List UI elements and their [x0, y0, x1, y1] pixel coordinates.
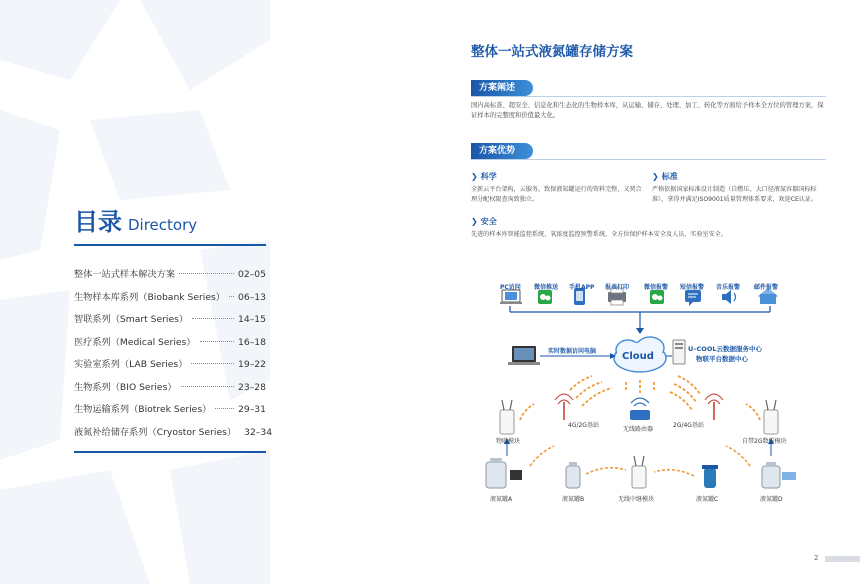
advantage-title-safety: ❯ 安全: [471, 216, 497, 227]
solution-title: 整体一站式液氮罐存储方案: [471, 44, 633, 60]
toc-leader: [200, 341, 235, 342]
advantage-text-safety: 先进的样本库智能监控系统、氧浓度监控预警系统、全方位保护样本安全及人员、实验室安全。: [471, 231, 727, 238]
toc-divider-bottom: [74, 451, 266, 453]
overview-heading: 方案阐述: [471, 80, 533, 96]
toc-item-label: 液氮补给储存系列（Cryostor Series）: [74, 426, 237, 438]
relay-module-icon: [632, 456, 646, 488]
up-arrows: [504, 438, 774, 456]
toc-item[interactable]: [74, 424, 273, 447]
laptop-icon: [508, 346, 540, 365]
toc-item-page: 29–31: [238, 404, 266, 415]
bs-left-label: 4G/2G基站: [568, 422, 599, 429]
toc-item[interactable]: [74, 266, 266, 289]
base-station-right-icon: [705, 394, 723, 420]
iot-module-icon: [500, 400, 514, 434]
toc-item-page: 32–34: [244, 426, 273, 438]
cloud-label: Cloud: [622, 351, 654, 362]
page-number: 2: [814, 554, 819, 562]
advantage-text-science: 全新云平台架构，云服务，致保液氮罐运行的资料完整，又契合理分配权限查询致独立。: [471, 186, 642, 203]
toc-leader: [179, 273, 234, 274]
channel-sound-alarm: 音乐报警: [716, 284, 741, 291]
advantages-heading: 方案优势: [471, 143, 533, 159]
toc-item[interactable]: [74, 401, 266, 424]
router-icon: [630, 398, 650, 420]
system-diagram: [470, 270, 826, 520]
toc-item-label: 生物样本库系列（Biobank Series）: [74, 291, 225, 303]
tank-d-label: 液氮罐D: [760, 496, 783, 503]
iot-module-label: 物联模块: [496, 438, 521, 445]
wechat-push-icon: [538, 290, 552, 304]
toc-title-en: Directory: [128, 216, 198, 234]
toc-title-cn: 目录: [74, 208, 122, 236]
channel-email-alarm: 邮件报警: [754, 284, 779, 291]
channel-pc: PC访问: [500, 284, 521, 291]
toc-item[interactable]: [74, 289, 266, 312]
pc-access-icon: [500, 290, 522, 304]
router-label: 无线路由器: [623, 426, 654, 433]
channel-bracket: [510, 306, 770, 330]
iot-data-center-label: 物联平台数据中心: [696, 355, 748, 363]
sound-alarm-icon: [722, 290, 736, 304]
toc-leader: [181, 386, 234, 387]
channel-sms-alarm: 短信报警: [680, 284, 705, 291]
tank-d-icon: [762, 462, 796, 488]
toc-item-label: 整体一站式样本解决方案: [74, 269, 176, 280]
toc-item-page: 23–28: [238, 381, 266, 393]
tank-b-label: 液氮罐B: [562, 496, 585, 503]
advantage-title-science: ❯ 科学: [471, 171, 497, 182]
channel-mobile-app: 手机APP: [569, 284, 595, 291]
toc-item[interactable]: [74, 379, 266, 402]
toc-item-page: 19–22: [238, 359, 266, 370]
builtin-module-label: 自带2G数传模块: [742, 438, 787, 445]
toc-item[interactable]: [74, 311, 266, 334]
toc-item-label: 生物系列（BIO Series）: [74, 381, 177, 393]
toc-item-label: 实验室系列（LAB Series）: [74, 359, 188, 370]
advantage-title-standard: ❯ 标准: [652, 171, 678, 182]
toc-title: [74, 202, 197, 237]
tank-b-icon: [566, 462, 580, 488]
diagram-graphics: [470, 270, 826, 520]
channel-wechat-alarm: 微信报警: [644, 284, 669, 291]
toc-item-page: 14–15: [238, 314, 266, 325]
overview-text: 国内高标准、超安全、信息化和生态化的生物样本库，从运输、储存、处理、加工、转化等方面给予样本全方位的管理方案，保证样本的完整度和价值最大化。: [471, 102, 824, 119]
arrow-down-icon: [636, 328, 644, 334]
page-number-bar: [825, 556, 860, 562]
toc-item-label: 生物运输系列（Biotrek Series）: [74, 404, 212, 415]
tank-a-label: 液氮罐A: [490, 496, 513, 503]
service-center-label: U–COOL云数据服务中心: [688, 345, 762, 353]
base-station-left-icon: [555, 394, 573, 420]
toc-item-page: 06–13: [238, 291, 266, 303]
server-icon: [673, 340, 685, 364]
channel-report-print: 报表打印: [605, 284, 630, 291]
toc-leader: [192, 318, 234, 319]
toc-item[interactable]: [74, 356, 266, 379]
tank-c-label: 液氮罐C: [696, 496, 719, 503]
wechat-alarm-icon: [650, 290, 664, 304]
toc-item[interactable]: [74, 334, 266, 357]
realtime-pc-label: 实时数据访问电脑: [548, 348, 597, 355]
toc-list: [74, 266, 273, 446]
advantages-rule: [471, 159, 826, 160]
toc-item-label: 智联系列（Smart Series）: [74, 314, 189, 325]
builtin-module-icon: [764, 400, 778, 434]
toc-divider-top: [74, 244, 266, 246]
toc-leader: [191, 363, 234, 364]
tank-a-icon: [486, 458, 522, 488]
toc-leader: [215, 408, 234, 409]
channel-wechat-push: 微信推送: [534, 284, 559, 291]
bs-right-label: 2G/4G基站: [673, 422, 704, 429]
tank-c-icon: [702, 465, 718, 488]
toc-item-page: 02–05: [238, 269, 266, 280]
overview-rule: [471, 96, 826, 97]
toc-leader: [229, 296, 234, 297]
toc-item-label: 医疗系列（Medical Series）: [74, 336, 196, 348]
advantage-text-standard: 严格依据国家标准设计制造（自燃压、大口径液氮容器国标标准），拿得并满足ISO9001质量管理体系要求，欢迎CE认证。: [652, 186, 818, 203]
relay-label: 无线中继模块: [618, 496, 655, 503]
toc-item-page: 16–18: [238, 336, 266, 348]
sms-alarm-icon: [685, 290, 701, 306]
